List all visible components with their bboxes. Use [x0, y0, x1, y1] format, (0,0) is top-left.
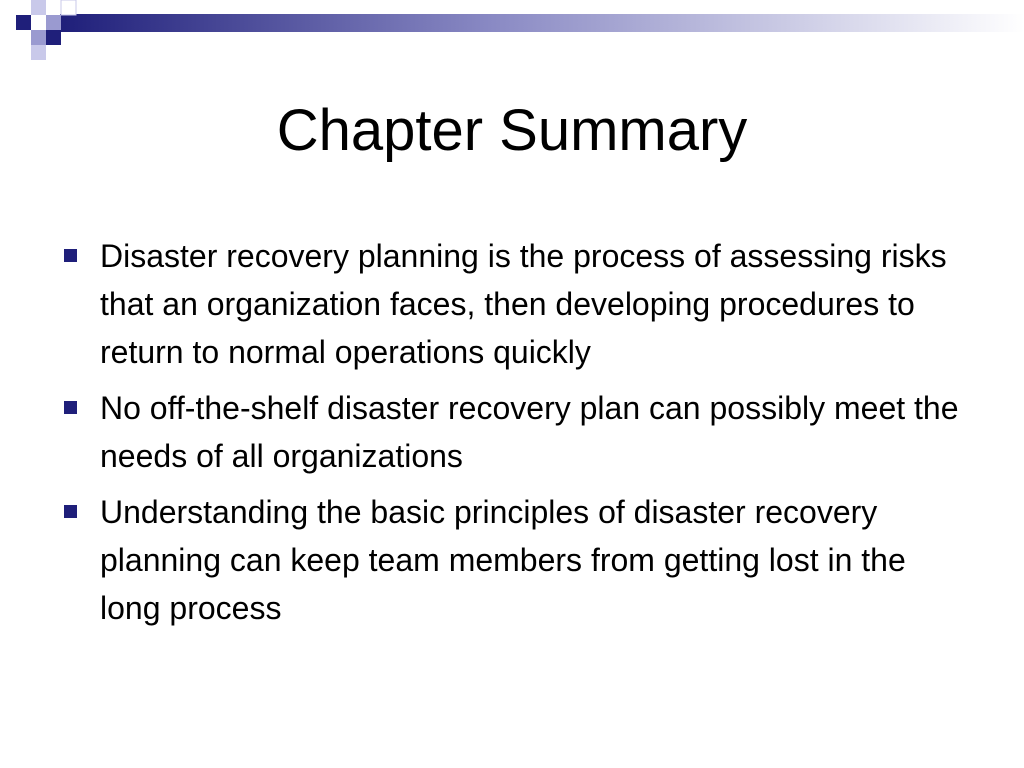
bullet-text: No off-the-shelf disaster recovery plan can possibly meet the needs of all organizations — [100, 390, 959, 474]
bullet-item — [0, 232, 1024, 376]
header-decoration — [0, 0, 1024, 64]
deco-square — [31, 45, 46, 60]
header-gradient-band — [60, 14, 1024, 32]
bullet-list — [0, 232, 1024, 640]
square-bullet-icon — [64, 401, 77, 414]
square-bullet-icon — [64, 505, 77, 518]
bullet-text: Understanding the basic principles of disaster recovery planning can keep team members from getting lost in the long process — [100, 494, 906, 626]
bullet-text: Disaster recovery planning is the process of assessing risks that an organization faces, then developing procedures to return to normal operations quickly — [100, 238, 947, 370]
deco-square — [61, 0, 76, 15]
deco-square — [46, 15, 61, 30]
deco-square — [46, 30, 61, 45]
bullet-item — [0, 488, 1024, 632]
square-bullet-icon — [64, 249, 77, 262]
bullet-item — [0, 384, 1024, 480]
deco-square — [16, 15, 31, 30]
deco-square — [31, 30, 46, 45]
slide-title: Chapter Summary — [276, 98, 748, 163]
deco-square — [31, 0, 46, 15]
